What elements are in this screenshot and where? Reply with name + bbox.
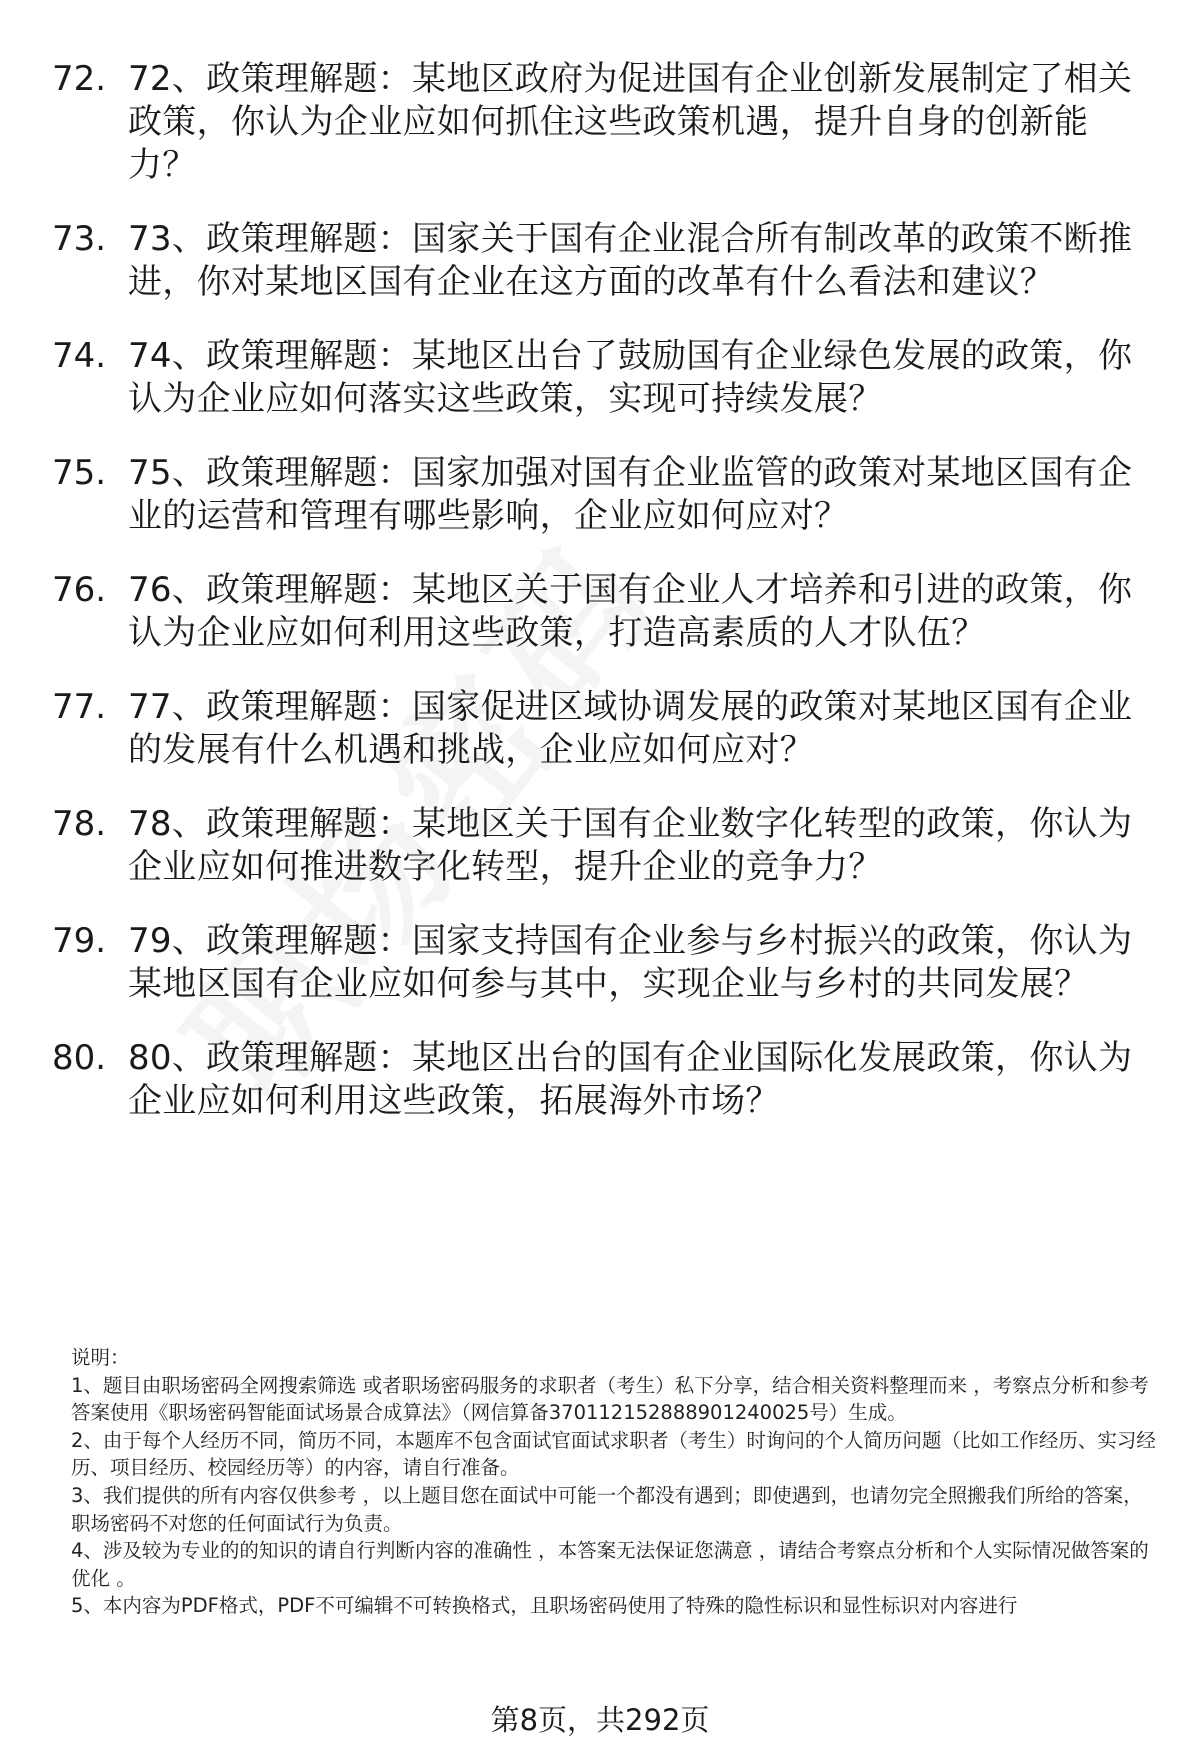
question-item [0,686,1200,772]
question-text: 75、政策理解题：国家加强对国有企业监管的政策对某地区国有企业的运营和管理有哪些影响，企业应如何应对？ [128,453,1133,536]
page-number: 第8页，共292页 [490,1703,710,1737]
question-item [0,569,1200,655]
question-number: 75. [52,453,107,493]
question-number: 79. [52,921,107,961]
question-item [0,452,1200,538]
note-item: 5、本内容为PDF格式，PDF不可编辑不可转换格式，且职场密码使用了特殊的隐性标识和显性标识对内容进行 [71,1594,1018,1618]
question-text: 76、政策理解题：某地区关于国有企业人才培养和引进的政策，你认为企业应如何利用这些政策，打造高素质的人才队伍？ [128,570,1133,653]
question-text: 74、政策理解题：某地区出台了鼓励国有企业绿色发展的政策，你认为企业应如何落实这些政策，实现可持续发展？ [128,336,1133,419]
question-item [0,1037,1200,1123]
question-item [0,218,1200,304]
question-text: 77、政策理解题：国家促进区域协调发展的政策对某地区国有企业的发展有什么机遇和挑战，企业应如何应对？ [128,687,1133,770]
question-item [0,920,1200,1006]
note-item: 4、涉及较为专业的的知识的请自行判断内容的准确性 ，本答案无法保证您满意 ，请结合考察点分析和个人实际情况做答案的优化 。 [71,1539,1149,1590]
question-text: 79、政策理解题：国家支持国有企业参与乡村振兴的政策，你认为某地区国有企业应如何参与其中，实现企业与乡村的共同发展？ [128,921,1133,1004]
question-item [0,803,1200,889]
question-list [0,58,1200,1154]
notes-heading: 说明： [71,1346,130,1369]
note-item: 2、由于每个人经历不同，简历不同，本题库不包含面试官面试求职者（考生）时询问的个人简历问题（比如工作经历、实习经历、项目经历、校园经历等）的内容，请自行准备。 [71,1428,1156,1480]
note-item: 3、我们提供的所有内容仅供参考 ，以上题目您在面试中可能一个都没有遇到；即使遇到，也请勿完全照搬我们所给的答案，职场密码不对您的任何面试行为负责。 [71,1483,1143,1535]
question-item [0,335,1200,421]
question-number: 80. [52,1038,107,1078]
question-number: 74. [52,336,107,376]
question-text: 80、政策理解题：某地区出台的国有企业国际化发展政策，你认为企业应如何利用这些政策，拓展海外市场？ [128,1038,1133,1121]
note-item: 1、题目由职场密码全网搜索筛选 或者职场密码服务的求职者（考生）私下分享，结合相关资料整理而来 ，考察点分析和参考答案使用《职场密码智能面试场景合成算法》（网信算备370112152888901240025号）生成。 [71,1373,1149,1425]
question-text: 73、政策理解题：国家关于国有企业混合所有制改革的政策不断推进，你对某地区国有企业在这方面的改革有什么看法和建议？ [128,219,1133,302]
question-number: 77. [52,687,107,727]
question-text: 72、政策理解题：某地区政府为促进国有企业创新发展制定了相关政策，你认为企业应如何抓住这些政策机遇，提升自身的创新能力？ [128,59,1133,185]
question-number: 78. [52,804,107,844]
question-number: 72. [52,59,107,99]
question-number: 73. [52,219,107,259]
question-number: 76. [52,570,107,610]
question-text: 78、政策理解题：某地区关于国有企业数字化转型的政策，你认为企业应如何推进数字化转型，提升企业的竞争力？ [128,804,1133,887]
disclaimer-notes [71,1344,1161,1620]
question-item [0,58,1200,187]
